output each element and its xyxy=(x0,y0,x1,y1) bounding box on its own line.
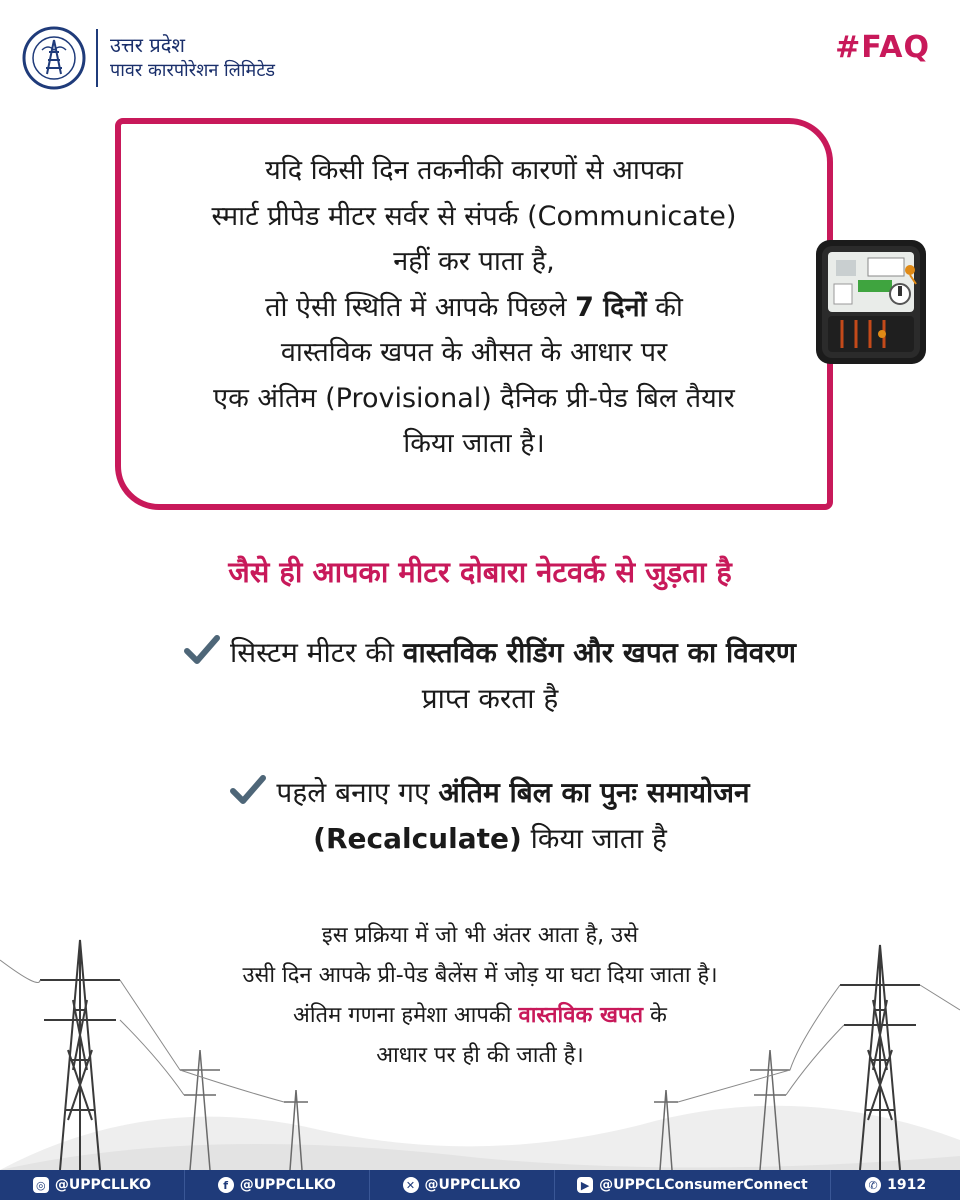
org-name-line2: पावर कारपोरेशन लिमिटेड xyxy=(110,60,276,81)
point-2-line2-text: किया जाता है xyxy=(521,822,667,855)
check-icon xyxy=(184,634,220,666)
facebook-link[interactable] xyxy=(185,1170,370,1200)
helpline-link[interactable] xyxy=(831,1170,960,1200)
smart-meter-icon xyxy=(812,236,932,368)
note-line-3-post: के xyxy=(643,1003,667,1028)
helpline-number: 1912 xyxy=(887,1177,927,1193)
instagram-handle: @UPPCLLKO xyxy=(54,1177,151,1193)
facebook-handle: @UPPCLLKO xyxy=(239,1177,336,1193)
note-line-3-pre: अंतिम गणना हमेशा आपकी xyxy=(293,1003,519,1028)
note-line-4: आधार पर ही की जाती है। xyxy=(376,1043,584,1068)
note-line-1: इस प्रक्रिया में जो भी अंतर आता है, उसे xyxy=(321,923,639,948)
x-handle: @UPPCLLKO xyxy=(424,1177,521,1193)
point-item-2 xyxy=(60,770,920,862)
org-name xyxy=(110,32,275,84)
point-1-line-2: प्राप्त करता है xyxy=(421,682,559,715)
social-footer xyxy=(0,1170,960,1200)
point-2-line-2 xyxy=(60,816,920,862)
info-line-1: यदि किसी दिन तकनीकी कारणों से आपका xyxy=(265,155,683,186)
youtube-link[interactable] xyxy=(555,1170,832,1200)
faq-tag: #FAQ xyxy=(835,30,930,65)
point-2-line-1 xyxy=(60,770,920,816)
instagram-icon: ◎ xyxy=(33,1177,49,1193)
check-icon xyxy=(230,774,266,806)
info-line-3: नहीं कर पाता है, xyxy=(393,246,555,277)
info-line-6: एक अंतिम (Provisional) दैनिक प्री-पेड बिल तैयार xyxy=(213,382,735,414)
point-2-line2-bold: (Recalculate) xyxy=(313,822,522,855)
note-line-3 xyxy=(0,996,960,1036)
section-subheading: जैसे ही आपका मीटर दोबारा नेटवर्क से जुड़ता है xyxy=(228,555,732,589)
x-icon: ✕ xyxy=(403,1177,419,1193)
phone-icon: ✆ xyxy=(865,1177,881,1193)
info-line-2: स्मार्ट प्रीपेड मीटर सर्वर से संपर्क (Communicate) xyxy=(211,200,737,232)
note-line-2: उसी दिन आपके प्री-पेड बैलेंस में जोड़ या घटा दिया जाता है। xyxy=(242,963,718,988)
info-line-4-pre: तो ऐसी स्थिति में आपके पिछले xyxy=(265,291,576,323)
info-box-text xyxy=(121,148,827,467)
info-line-5: वास्तविक खपत के औसत के आधार पर xyxy=(280,337,668,368)
instagram-link[interactable] xyxy=(0,1170,185,1200)
point-2-pre: पहले बनाए गए xyxy=(276,776,439,809)
info-box xyxy=(115,118,833,510)
info-line-4 xyxy=(121,285,827,331)
point-2-bold: अंतिम बिल का पुनः समायोजन xyxy=(438,776,750,809)
info-line-7: किया जाता है। xyxy=(403,428,545,459)
uppcl-logo-icon xyxy=(22,26,86,90)
point-1-pre: सिस्टम मीटर की xyxy=(229,636,403,669)
org-name-line1: उत्तर प्रदेश xyxy=(110,33,185,57)
info-line-4-bold: 7 दिनों xyxy=(575,291,647,323)
info-line-4-post: की xyxy=(646,291,683,323)
x-link[interactable] xyxy=(370,1170,555,1200)
closing-note xyxy=(0,916,960,1076)
facebook-icon: f xyxy=(218,1177,234,1193)
header xyxy=(22,18,275,98)
youtube-icon: ▶ xyxy=(577,1177,593,1193)
point-1-bold: वास्तविक रीडिंग और खपत का विवरण xyxy=(402,636,797,669)
point-item-1 xyxy=(60,630,920,722)
youtube-handle: @UPPCLConsumerConnect xyxy=(599,1177,808,1193)
note-line-3-highlight: वास्तविक खपत xyxy=(518,1003,644,1028)
header-divider xyxy=(96,29,98,87)
point-1-line-1 xyxy=(60,630,920,676)
